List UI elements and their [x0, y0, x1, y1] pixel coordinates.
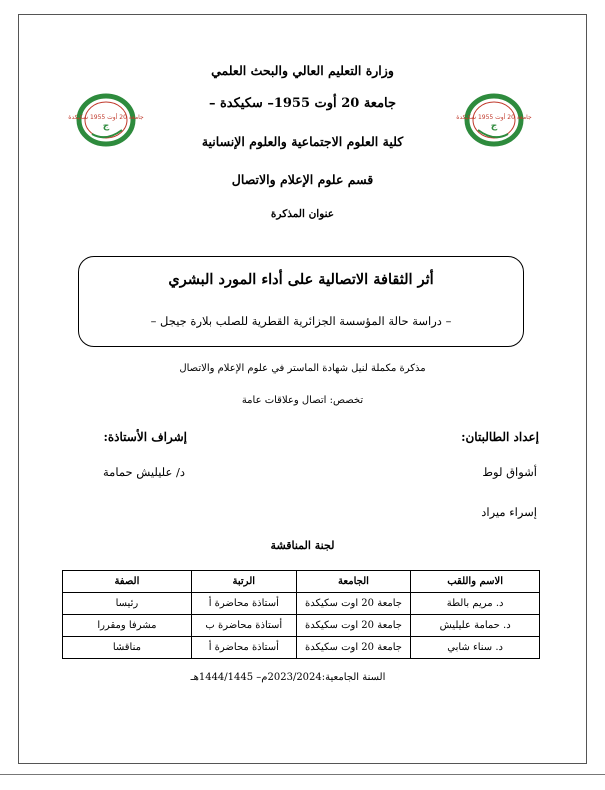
- table-cell: رئيسا: [63, 593, 192, 615]
- memo-description: مذكرة مكملة لنيل شهادة الماستر في علوم الإعلام والاتصال: [179, 363, 426, 374]
- academic-year: السنة الجامعية:2023/2024م– 1444/1445هـ: [190, 672, 386, 683]
- table-cell: د. سناء شابي: [411, 637, 540, 659]
- supervisor-label: إشراف الأستاذة:: [103, 430, 187, 444]
- student-name: أشواق لوط: [482, 465, 537, 479]
- logo-ring-text: جامعة 20 أوت 1955 سكيكدة: [68, 114, 144, 121]
- supervisor-name: د/ عليليش حمامة: [103, 465, 185, 479]
- column-header: الصفة: [63, 571, 192, 593]
- university-heading: جامعة 20 أوت 1955– سكيكدة –: [208, 96, 397, 111]
- department-heading: قسم علوم الإعلام والاتصال: [231, 172, 374, 187]
- thesis-subtitle: – دراسة حالة المؤسسة الجزائرية القطرية للصلب بلارة جيجل –: [150, 314, 452, 328]
- column-header: الاسم واللقب: [411, 571, 540, 593]
- table-cell: جامعة 20 اوت سكيكدة: [296, 593, 410, 615]
- table-cell: د. مريم بالطة: [411, 593, 540, 615]
- column-header: الجامعة: [296, 571, 410, 593]
- committee-title: لجنة المناقشة: [270, 539, 335, 552]
- column-header: الرتبة: [191, 571, 296, 593]
- table-cell: جامعة 20 اوت سكيكدة: [296, 615, 410, 637]
- table-row: [63, 615, 540, 637]
- table-cell: مشرفا ومقررا: [63, 615, 192, 637]
- svg-text:ج: ج: [490, 121, 498, 131]
- thesis-title-label: عنوان المذكرة: [270, 208, 335, 220]
- table-cell: د. حمامة عليليش: [411, 615, 540, 637]
- table-cell: أستاذة محاضرة أ: [191, 637, 296, 659]
- table-row: [63, 637, 540, 659]
- table-cell: مناقشا: [63, 637, 192, 659]
- student-name: إسراء ميراد: [481, 505, 537, 519]
- table-cell: أستاذة محاضرة أ: [191, 593, 296, 615]
- table-cell: جامعة 20 اوت سكيكدة: [296, 637, 410, 659]
- table-row: [63, 593, 540, 615]
- specialty-text: تخصص: اتصال وعلاقات عامة: [241, 395, 364, 406]
- thesis-title-box: [78, 256, 524, 347]
- committee-table: [62, 570, 540, 659]
- table-cell: أستاذة محاضرة ب: [191, 615, 296, 637]
- faculty-heading: كلية العلوم الاجتماعية والعلوم الإنسانية: [201, 134, 404, 149]
- students-label: إعداد الطالبتان:: [461, 430, 539, 444]
- table-header-row: [63, 571, 540, 593]
- thesis-main-title: أثر الثقافة الاتصالية على أداء المورد البشري: [168, 271, 434, 288]
- bottom-rule: [0, 774, 605, 775]
- ministry-heading: وزارة التعليم العالي والبحث العلمي: [211, 63, 394, 78]
- logo-ring-text: جامعة 20 أوت 1955 سكيكدة: [456, 114, 532, 121]
- svg-text:ج: ج: [102, 121, 110, 131]
